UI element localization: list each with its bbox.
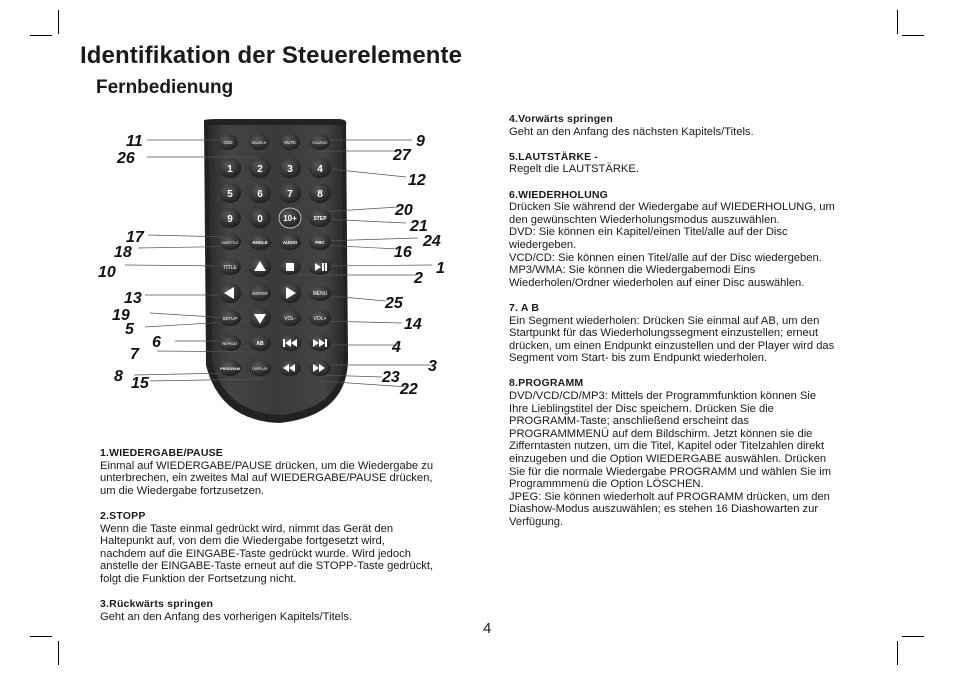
callout-number: 11 — [126, 133, 143, 150]
section-text: Geht an den Anfang des nächsten Kapitels/Titels. — [509, 125, 754, 138]
svg-text:VOL+: VOL+ — [313, 316, 327, 322]
previous-button[interactable] — [279, 335, 301, 351]
section-text: Programmmenü die Option LÖSCHEN. — [509, 478, 704, 491]
number-button-1[interactable] — [219, 158, 241, 178]
callout-number: 2 — [414, 270, 423, 287]
section-text: Verfügung. — [509, 516, 564, 528]
section-text: Startpunkt für das Wiederholungssegment einzustellen; erneut — [509, 327, 819, 340]
callout-number: 3 — [428, 358, 437, 375]
section-text: drücken, um einen Endpunkt einzustellen und der Player wird das — [509, 339, 835, 352]
callout-number: 24 — [423, 233, 441, 250]
ab-button[interactable] — [249, 335, 271, 351]
section-ab — [509, 302, 869, 365]
callout-number: 19 — [112, 307, 130, 324]
callout-number: 13 — [124, 290, 142, 307]
callout-number: 9 — [416, 133, 425, 150]
fast-forward-button[interactable] — [309, 360, 331, 376]
step-button[interactable] — [309, 209, 331, 227]
section-text: wiedergeben. — [509, 238, 577, 251]
section-text: MP3/WMA: Sie können die Wiedergabemodi Eins — [509, 264, 756, 277]
left-arrow-button[interactable] — [219, 283, 241, 303]
callout-number: 4 — [392, 339, 401, 356]
number-button-8[interactable] — [309, 183, 331, 203]
section-text: um die Wiedergabe fortzusetzen. — [100, 484, 265, 497]
callout-number: 6 — [152, 334, 161, 351]
callout-number: 21 — [410, 218, 428, 235]
svg-text:PROGRAM: PROGRAM — [220, 367, 240, 371]
svg-text:7: 7 — [287, 189, 293, 200]
svg-text:PBC: PBC — [315, 240, 325, 245]
callout-number: 22 — [400, 381, 418, 398]
callout-number: 26 — [117, 150, 135, 167]
crop-mark — [30, 35, 52, 36]
section-text: Haltepunkt auf, von dem die Wiedergabe fortgesetzt wird, — [100, 535, 385, 548]
svg-text:TITLE: TITLE — [223, 265, 237, 271]
section-text: einzugeben und die Option WIEDERGABE auswählen. Drücken — [509, 453, 827, 466]
callout-number: 12 — [408, 172, 426, 189]
crop-mark — [897, 641, 898, 665]
section-text: nachdem auf die EINGABE-Taste gedrückt wurde. Wird jedoch — [100, 547, 411, 560]
section-text: Geht an den Anfang des vorherigen Kapitels/Titels. — [100, 610, 353, 623]
left-text-column — [100, 447, 470, 636]
crop-mark — [897, 10, 898, 34]
svg-text:AB: AB — [256, 341, 264, 347]
section-title: 8.PROGRAMM — [509, 377, 584, 390]
section-repeat — [509, 189, 869, 290]
title-button[interactable] — [219, 259, 241, 275]
source-button[interactable] — [310, 134, 330, 150]
svg-text:8: 8 — [317, 189, 323, 200]
section-text: Wenn die Taste einmal gedrückt wird, nimmt das Gerät den — [100, 522, 394, 535]
crop-mark — [58, 10, 59, 34]
section-program — [509, 377, 869, 528]
section-text: PROGRAMMMENÜ auf dem Bildschirm. Jetzt können sie die — [509, 427, 813, 440]
section-skip-back — [100, 598, 470, 623]
svg-text:2: 2 — [257, 164, 263, 175]
next-button[interactable] — [309, 335, 331, 351]
section-stop — [100, 510, 470, 586]
section-text: DVD/VCD/CD/MP3: Mittels der Programmfunktion können Sie — [509, 390, 817, 403]
right-text-column — [509, 113, 869, 541]
remote-control-illustration — [80, 115, 450, 435]
svg-text:VOL-: VOL- — [284, 316, 296, 322]
svg-text:SEARCH: SEARCH — [251, 141, 267, 145]
section-text: JPEG: Sie können wiederholt auf PROGRAMM drücken, um den — [509, 490, 830, 503]
svg-text:SUBTITLE: SUBTITLE — [221, 241, 239, 245]
svg-text:AUDIO: AUDIO — [282, 240, 298, 245]
svg-text:STEP: STEP — [313, 216, 327, 222]
number-button-5[interactable] — [219, 183, 241, 203]
down-arrow-button[interactable] — [249, 308, 271, 328]
section-text: Segment vom Start- bis zum Endpunkt wiederholen. — [509, 352, 768, 365]
number-button-7[interactable] — [279, 183, 301, 203]
section-title: 2.STOPP — [100, 509, 146, 522]
right-arrow-button[interactable] — [279, 283, 301, 303]
setup-button[interactable] — [219, 310, 241, 326]
section-text: Drücken Sie während der Wiedergabe auf WIEDERHOLUNG, um — [509, 201, 835, 214]
section-play-pause — [100, 447, 470, 497]
skip-back-icon — [283, 339, 285, 347]
number-button-3[interactable] — [279, 158, 301, 178]
callout-number: 18 — [114, 244, 132, 261]
section-text: folgt die Funktion der Fortsetzung nicht. — [100, 572, 297, 585]
display-button[interactable] — [249, 360, 271, 376]
subtitle-button[interactable] — [219, 234, 241, 250]
svg-text:0: 0 — [257, 214, 263, 225]
callout-number: 27 — [393, 147, 411, 164]
svg-text:MUTE: MUTE — [284, 140, 296, 145]
section-text: Zifferntasten nutzen, um die Titel, Kapitel oder Titelzahlen direkt — [509, 440, 825, 453]
section-skip-forward — [509, 113, 869, 138]
audio-button[interactable] — [279, 234, 301, 250]
svg-text:ANGLE: ANGLE — [252, 240, 268, 245]
svg-text:REPEAT: REPEAT — [222, 341, 238, 346]
section-title: 5.LAUTSTÄRKE - — [509, 150, 599, 163]
pbc-button[interactable] — [309, 234, 331, 250]
page-subtitle: Fernbedienung — [96, 77, 234, 98]
section-title: 4.Vorwärts springen — [509, 113, 613, 125]
number-button-9[interactable] — [219, 208, 241, 228]
section-text: Einmal auf WIEDERGABE/PAUSE drücken, um die Wiedergabe zu — [100, 459, 434, 472]
callout-number: 16 — [394, 244, 412, 261]
section-text: VCD/CD: Sie können einen Titel/alle auf der Disc wiedergeben. — [509, 251, 822, 264]
play-pause-button[interactable] — [309, 259, 331, 275]
section-title: 6.WIEDERHOLUNG — [509, 188, 609, 201]
angle-button[interactable] — [249, 234, 271, 250]
volume-up-button[interactable] — [309, 310, 331, 326]
svg-text:3: 3 — [287, 164, 293, 175]
crop-mark — [902, 35, 924, 36]
svg-text:1: 1 — [227, 164, 233, 175]
crop-mark — [58, 641, 59, 665]
svg-text:ENTER: ENTER — [252, 291, 268, 296]
svg-text:OSD: OSD — [223, 140, 233, 145]
program-button[interactable] — [219, 360, 241, 376]
section-text: PROGRAMM-Taste; anschließend erscheint das — [509, 415, 749, 428]
callout-number: 10 — [98, 264, 116, 281]
rewind-button[interactable] — [279, 360, 301, 376]
callout-number: 20 — [395, 202, 413, 219]
number-button-0[interactable] — [249, 208, 271, 228]
section-text: Wiederholen/Ordner wiederholen auf einer Disc auswählen. — [509, 276, 805, 289]
callout-number: 15 — [131, 375, 149, 392]
callout-number: 17 — [126, 229, 144, 246]
svg-text:SOURCE: SOURCE — [312, 141, 328, 145]
volume-down-button[interactable] — [279, 310, 301, 326]
svg-text:9: 9 — [227, 214, 233, 225]
number-button-4[interactable] — [309, 158, 331, 178]
search-button[interactable] — [249, 134, 269, 150]
stop-button[interactable] — [279, 259, 301, 275]
section-text: Diashow-Modus auszuwählen; es stehen 16 Diashowarten zur — [509, 503, 819, 516]
svg-text:4: 4 — [317, 164, 323, 175]
number-button-6[interactable] — [249, 183, 271, 203]
callout-number: 5 — [125, 321, 134, 338]
section-text: Ein Segment wiederholen: Drücken Sie einmal auf AB, um den — [509, 314, 820, 327]
up-arrow-button[interactable] — [249, 257, 271, 277]
number-button-2[interactable] — [249, 158, 271, 178]
svg-text:DISPLAY: DISPLAY — [252, 367, 268, 371]
crop-mark — [902, 636, 924, 637]
enter-button[interactable] — [249, 285, 271, 301]
section-title: 7. A B — [509, 301, 540, 314]
crop-mark — [30, 636, 52, 637]
section-text: Sie für die normale Wiedergabe PROGRAMM und wählen Sie im — [509, 465, 832, 478]
callout-number: 7 — [130, 346, 139, 363]
callout-number: 1 — [436, 260, 445, 277]
section-title: 3.Rückwärts springen — [100, 598, 214, 611]
section-volume — [509, 151, 869, 176]
mute-button[interactable] — [280, 134, 300, 150]
svg-text:6: 6 — [257, 189, 263, 200]
stop-icon — [286, 263, 294, 271]
pause-icon — [322, 263, 324, 271]
callout-number: 14 — [404, 316, 422, 333]
svg-text:5: 5 — [227, 189, 233, 200]
page-number: 4 — [483, 620, 492, 637]
number-button-10plus[interactable] — [279, 208, 301, 228]
section-title: 1.WIEDERGABE/PAUSE — [100, 447, 224, 459]
svg-text:10+: 10+ — [283, 214, 297, 223]
section-text: Regelt die LAUTSTÄRKE. — [509, 163, 639, 176]
section-text: den gewünschten Wiederholungsmodus auszuwählen. — [509, 213, 780, 226]
svg-text:SETUP: SETUP — [222, 316, 238, 321]
menu-button[interactable] — [309, 285, 331, 301]
callout-number: 23 — [382, 369, 400, 386]
osd-button[interactable] — [218, 134, 238, 150]
section-text: anstelle der EINGABE-Taste erneut auf die STOPP-Taste gedrückt, — [100, 560, 434, 573]
callout-number: 25 — [385, 295, 403, 312]
repeat-button[interactable] — [219, 335, 241, 351]
svg-text:MENU: MENU — [312, 291, 328, 297]
callout-number: 8 — [114, 368, 123, 385]
page-title: Identifikation der Steuerelemente — [80, 42, 463, 69]
section-text: DVD: Sie können ein Kapitel/einen Titel/alle auf der Disc — [509, 226, 788, 239]
section-text: unterbrechen, ein zweites Mal auf WIEDERGABE/PAUSE drücken, — [100, 472, 433, 485]
section-text: Ihre Lieblingstitel der Disc speichern. Drücken Sie die — [509, 402, 774, 415]
